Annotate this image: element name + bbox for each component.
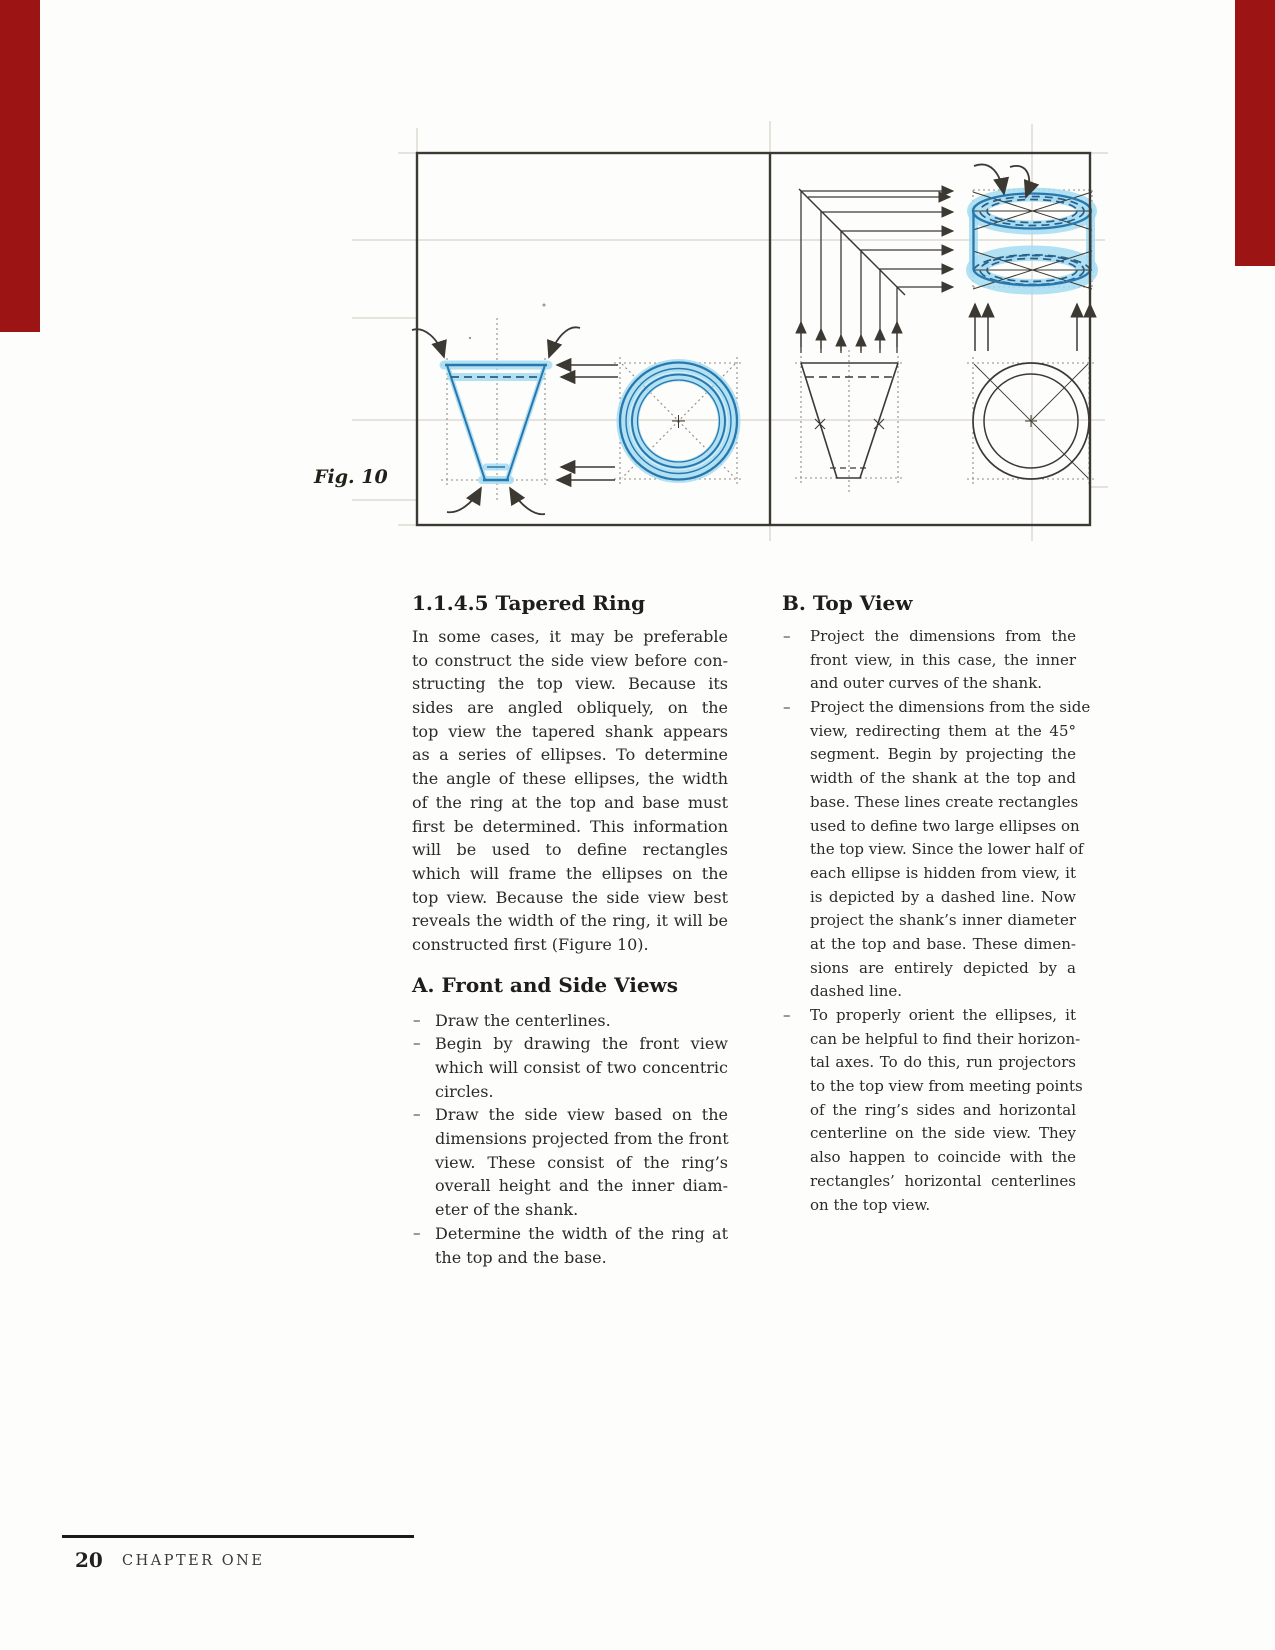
text-line: front view, in this case, the inner	[810, 650, 1076, 669]
page-number: 20	[75, 1548, 103, 1572]
text-line: project the shank’s inner diameter	[810, 911, 1076, 930]
figure-10	[340, 100, 1120, 560]
right-column	[782, 591, 1091, 1217]
text-line: at the top and base. These dimen-	[810, 934, 1076, 953]
text-line: Draw the centerlines.	[435, 1010, 611, 1030]
top-view-steps	[782, 625, 1091, 1217]
subsection-heading-a: A. Front and Side Views	[412, 972, 679, 997]
text-line: which will consist of two concentric	[435, 1058, 728, 1077]
text-line: will be used to define rectangles	[412, 840, 728, 860]
text-line: To properly orient the ellipses, it	[810, 1006, 1076, 1024]
bullet-item	[782, 625, 1076, 696]
text-line: and outer curves of the shank.	[810, 674, 1043, 693]
text-line: dimensions projected from the front	[435, 1129, 729, 1149]
bullet-item	[782, 1004, 1083, 1217]
text-line: Determine the width of the ring at	[435, 1223, 728, 1243]
text-line: which will frame the ellipses on the	[412, 863, 728, 883]
bullet-dash: –	[783, 1006, 791, 1024]
text-line: rectangles’ horizontal centerlines	[810, 1171, 1076, 1190]
right-edge-red-strip	[1235, 0, 1275, 266]
figure-10-drawing	[340, 100, 1120, 560]
text-line: sides are angled obliquely, on the	[412, 698, 728, 718]
bullet-item	[412, 1103, 728, 1221]
bullet-dash: –	[413, 1034, 421, 1053]
bullet-item	[782, 696, 1091, 1004]
section-heading: 1.1.4.5 Tapered Ring	[412, 591, 646, 615]
text-line: the top and the base.	[435, 1247, 607, 1267]
text-line: the top view. Since the lower half of	[810, 840, 1084, 859]
front-view-concentric-circles	[620, 363, 737, 480]
text-line: reveals the width of the ring, it will be	[412, 911, 728, 931]
text-line: width of the shank at the top and	[810, 769, 1076, 788]
text-line: first be determined. This information	[412, 816, 728, 836]
bullet-dash: –	[413, 1105, 421, 1124]
text-line: used to define two large ellipses on	[810, 816, 1080, 835]
bullet-item	[412, 1222, 728, 1269]
text-line: is depicted by a dashed line. Now	[810, 887, 1076, 906]
text-line: top view. Because the side view best	[412, 887, 728, 907]
text-line: view. These consist of the ring’s	[435, 1152, 728, 1172]
text-line: on the top view.	[810, 1195, 931, 1214]
text-line: top view the tapered shank appears	[412, 721, 728, 741]
left-panel-arrows	[412, 327, 618, 514]
text-line: each ellipse is hidden from view, it	[810, 863, 1076, 882]
text-line: Project the dimensions from the	[810, 627, 1076, 645]
text-line: dashed line.	[810, 982, 903, 1001]
text-line: also happen to coincide with the	[810, 1148, 1076, 1167]
text-line: base. These lines create rectangles	[810, 792, 1079, 811]
text-line: In some cases, it may be preferable	[412, 627, 728, 646]
text-line: overall height and the inner diam-	[435, 1176, 728, 1196]
text-line: to construct the side view before con-	[412, 650, 728, 670]
text-line: circles.	[435, 1081, 494, 1101]
text-line: constructed first (Figure 10).	[412, 934, 649, 954]
text-line: centerline on the side view. They	[810, 1124, 1076, 1143]
text-line: Project the dimensions from the side	[810, 698, 1091, 717]
bullet-dash: –	[413, 1010, 421, 1029]
text-line: segment. Begin by projecting the	[810, 745, 1076, 764]
bullet-dash: –	[783, 627, 791, 645]
pencil-gridlines	[352, 121, 1108, 541]
front-side-view-steps	[412, 1009, 728, 1270]
text-line: eter of the shank.	[435, 1200, 579, 1220]
text-line: the angle of these ellipses, the width	[412, 769, 728, 789]
subsection-heading-b: B. Top View	[782, 591, 913, 615]
text-line: to the top view from meeting points	[810, 1077, 1083, 1096]
scan-specks	[469, 304, 546, 340]
side-view-tapered-shank	[444, 365, 548, 480]
text-line: Begin by drawing the front view	[435, 1034, 728, 1054]
bullet-item	[412, 1032, 728, 1103]
left-column	[412, 591, 728, 1269]
projection-45-degree-lines	[799, 189, 1090, 353]
bullet-item	[412, 1009, 728, 1033]
chapter-label: CHAPTER ONE	[122, 1553, 265, 1569]
footer-rule	[62, 1535, 414, 1538]
figure-caption: Fig. 10	[314, 466, 388, 488]
text-line: structing the top view. Because its	[412, 674, 728, 694]
text-line: of the ring’s sides and horizontal	[810, 1100, 1076, 1119]
text-line: Draw the side view based on the	[435, 1105, 728, 1125]
text-line: of the ring at the top and base must	[412, 792, 728, 812]
text-line: as a series of ellipses. To determine	[412, 745, 728, 765]
bullet-dash: –	[783, 698, 791, 717]
left-edge-red-strip	[0, 0, 40, 332]
bullet-dash: –	[413, 1223, 421, 1242]
top-view-circles-plain	[973, 363, 1089, 479]
text-line: sions are entirely depicted by a	[810, 958, 1076, 977]
text-line: view, redirecting them at the 45°	[810, 721, 1076, 740]
text-line: can be helpful to find their horizon-	[810, 1029, 1081, 1048]
text-line: tal axes. To do this, run projectors	[810, 1053, 1076, 1072]
intro-paragraph	[412, 625, 728, 957]
